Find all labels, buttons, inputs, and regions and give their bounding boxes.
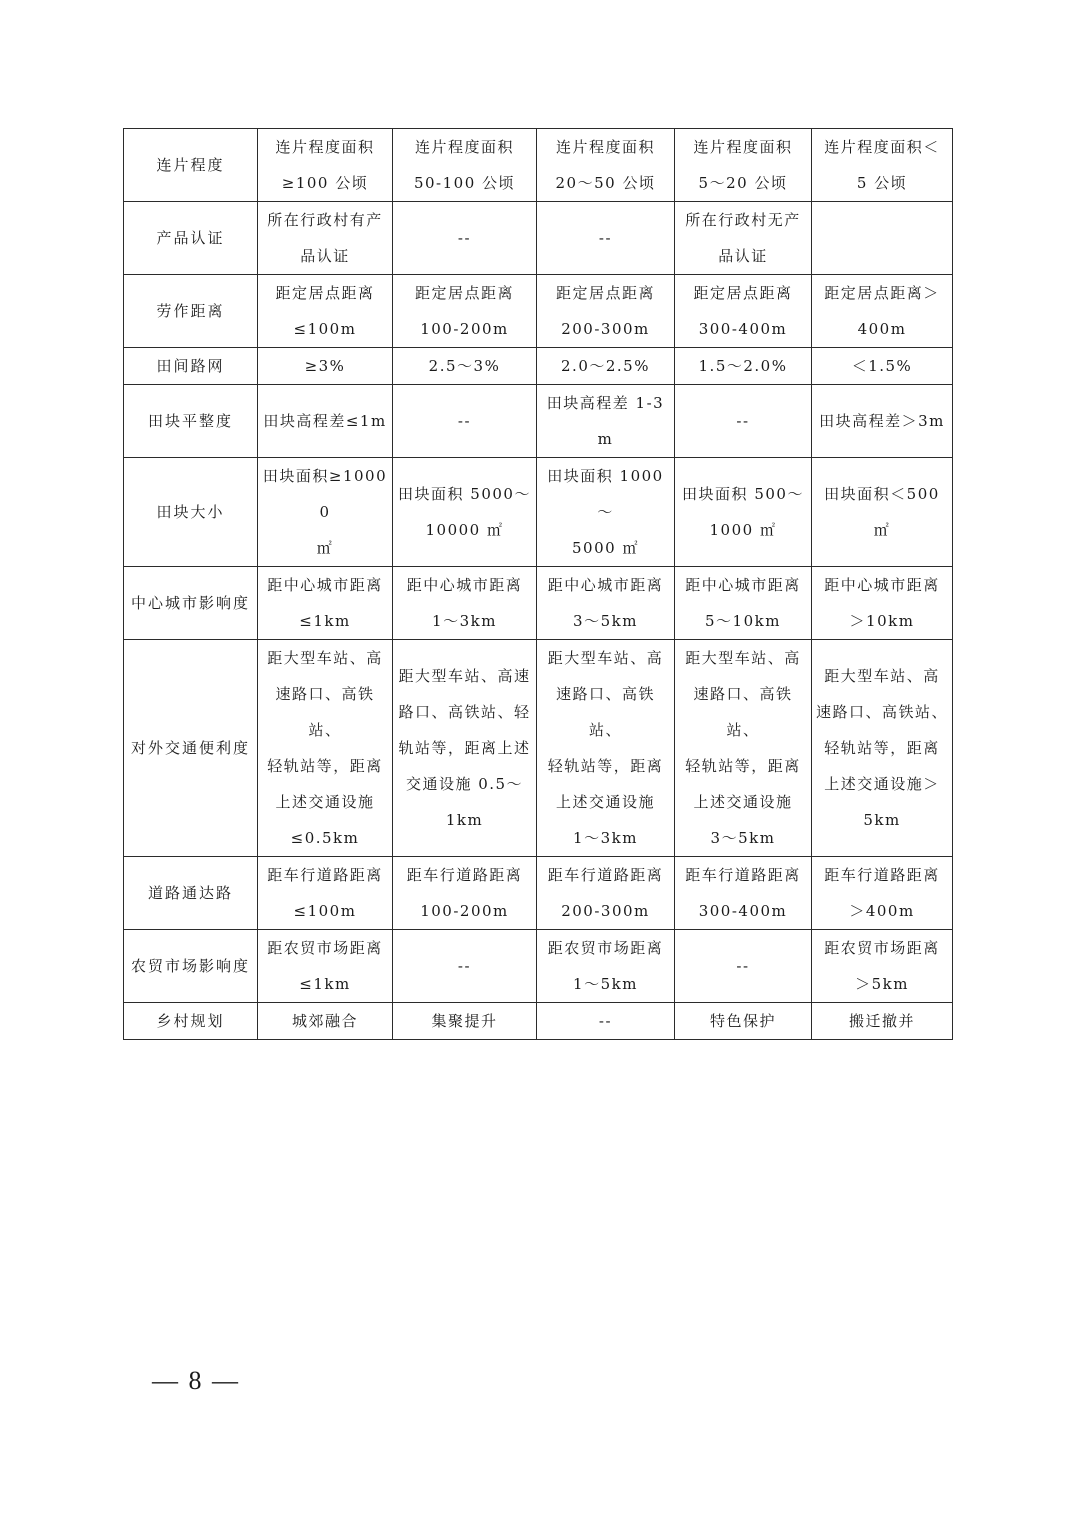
table-cell <box>812 857 953 930</box>
row-header: 田块大小 <box>124 458 258 567</box>
table-cell <box>393 640 537 857</box>
table-cell <box>675 640 812 857</box>
table-cell <box>675 567 812 640</box>
table-cell <box>258 129 393 202</box>
table-cell <box>258 1003 393 1040</box>
cell-text: 距农贸市场距离 <box>547 939 664 957</box>
cell-text: 1km <box>445 811 484 829</box>
cell-text: 连片程度面积＜ <box>824 138 940 156</box>
cell-text: 20～50 公顷 <box>555 174 656 192</box>
cell-text: 距中心城市距离 <box>685 576 801 594</box>
table-cell <box>812 129 953 202</box>
cell-text: ＞5km <box>855 975 909 993</box>
row-header: 道路通达路 <box>124 857 258 930</box>
cell-text: 3～5km <box>710 829 776 847</box>
cell-text: 5～20 公顷 <box>698 174 788 192</box>
table-cell <box>537 458 675 567</box>
cell-text: 连片程度面积 <box>275 138 375 156</box>
table-cell <box>393 275 537 348</box>
table-cell <box>393 567 537 640</box>
cell-text: ≤100m <box>293 320 357 338</box>
table-cell <box>675 348 812 385</box>
table-cell <box>258 857 393 930</box>
cell-text: 轻轨站等，距离 <box>267 757 383 775</box>
cell-text: 5 公顷 <box>856 174 908 192</box>
cell-text: 200-300m <box>561 320 650 338</box>
cell-text: 距大型车站、高 <box>547 649 664 667</box>
cell-text: 2.5～3% <box>428 357 501 375</box>
table-row <box>124 567 953 640</box>
row-header: 田块平整度 <box>124 385 258 458</box>
table-row <box>124 857 953 930</box>
cell-text: 距车行道路距离 <box>267 866 383 884</box>
cell-text: 2.0～2.5% <box>561 357 650 375</box>
cell-text: 连片程度面积 <box>414 138 514 156</box>
table-cell <box>393 385 537 458</box>
cell-text: 100-200m <box>420 320 509 338</box>
table-row <box>124 275 953 348</box>
cell-text: 3～5km <box>573 612 638 630</box>
table-cell <box>537 1003 675 1040</box>
table-cell <box>675 202 812 275</box>
table-cell <box>258 930 393 1003</box>
cell-text: 1～3km <box>573 829 638 847</box>
table-cell <box>537 129 675 202</box>
table-row <box>124 385 953 458</box>
cell-text: 田块面积≥10000 <box>262 467 388 521</box>
row-header: 田间路网 <box>124 348 258 385</box>
cell-text: ＞400m <box>849 902 915 920</box>
cell-text: 5000 ㎡ <box>572 539 639 557</box>
cell-text: 10000 ㎡ <box>425 521 504 539</box>
cell-text: 距车行道路距离 <box>824 866 940 884</box>
table-cell <box>812 202 953 275</box>
cell-text: 50-100 公顷 <box>413 174 516 192</box>
cell-text: 200-300m <box>561 902 650 920</box>
table-cell <box>258 458 393 567</box>
cell-text: ㎡ <box>873 521 891 539</box>
table-cell <box>537 567 675 640</box>
table-row <box>124 458 953 567</box>
cell-text: ≥100 公顷 <box>281 174 369 192</box>
table-cell <box>258 385 393 458</box>
table-row <box>124 930 953 1003</box>
cell-text: 速路口、高铁站、 <box>275 685 375 739</box>
cell-text: 速路口、高铁站、 <box>555 685 655 739</box>
cell-text: 距定居点距离 <box>693 284 793 302</box>
table-cell <box>675 458 812 567</box>
cell-text: 上述交通设施 <box>693 793 793 811</box>
cell-text: 距大型车站、高速 <box>398 667 531 685</box>
cell-text: 集聚提升 <box>431 1012 498 1030</box>
cell-text: 5～10km <box>705 612 781 630</box>
cell-text: 田块面积 500～ <box>682 485 804 503</box>
row-header: 劳作距离 <box>124 275 258 348</box>
cell-text: 田块高程差＞3m <box>819 412 945 430</box>
table-cell <box>393 458 537 567</box>
table-row <box>124 129 953 202</box>
table-cell <box>393 202 537 275</box>
cell-text: 连片程度面积 <box>693 138 793 156</box>
cell-text: 距大型车站、高 <box>267 649 383 667</box>
table-cell <box>537 385 675 458</box>
cell-text: 田块面积 1000～ <box>547 467 664 521</box>
table-cell <box>675 930 812 1003</box>
table-cell <box>537 857 675 930</box>
cell-text: 1000 ㎡ <box>709 521 777 539</box>
cell-text: 速路口、高铁站、 <box>816 703 949 721</box>
cell-text: 所在行政村无产 <box>685 211 801 229</box>
cell-text: 路口、高铁站、轻 <box>398 703 531 721</box>
table-cell <box>675 385 812 458</box>
table-cell <box>812 640 953 857</box>
cell-text: 特色保护 <box>709 1012 776 1030</box>
row-header: 产品认证 <box>124 202 258 275</box>
page-number: — 8 — <box>152 1366 240 1395</box>
cell-text: 上述交通设施 <box>275 793 375 811</box>
cell-text: 轻轨站等，距离 <box>547 757 664 775</box>
cell-text: -- <box>457 229 472 247</box>
table-row <box>124 640 953 857</box>
table-row <box>124 348 953 385</box>
cell-text: 轨站等，距离上述 <box>398 739 531 757</box>
table-cell <box>258 348 393 385</box>
cell-text: ≤0.5km <box>290 829 360 847</box>
cell-text: ＞10km <box>849 612 915 630</box>
table-cell <box>675 857 812 930</box>
table-cell <box>812 348 953 385</box>
cell-text: 距车行道路距离 <box>406 866 523 884</box>
cell-text: ㎡ <box>316 539 334 557</box>
table-cell <box>812 385 953 458</box>
cell-text: -- <box>457 412 472 430</box>
cell-text: 300-400m <box>698 902 788 920</box>
cell-text: 400m <box>857 320 907 338</box>
cell-text: 距定居点距离＞ <box>824 284 940 302</box>
cell-text: -- <box>598 229 613 247</box>
cell-text: 速路口、高铁站、 <box>693 685 793 739</box>
cell-text: 距大型车站、高 <box>824 667 940 685</box>
cell-text: 品认证 <box>718 247 768 265</box>
cell-text: 5km <box>863 811 901 829</box>
table-row <box>124 1003 953 1040</box>
cell-text: 距车行道路距离 <box>685 866 801 884</box>
table-cell <box>393 129 537 202</box>
cell-text: 田块高程差≤1m <box>263 412 387 430</box>
cell-text: 300-400m <box>698 320 788 338</box>
cell-text: 距定居点距离 <box>555 284 655 302</box>
cell-text: 连片程度面积 <box>555 138 655 156</box>
table-cell <box>537 930 675 1003</box>
row-header: 乡村规划 <box>124 1003 258 1040</box>
table-row <box>124 202 953 275</box>
table-cell <box>258 567 393 640</box>
table-cell <box>537 640 675 857</box>
table-cell <box>393 1003 537 1040</box>
cell-text: 距定居点距离 <box>414 284 514 302</box>
cell-text: -- <box>736 412 750 430</box>
table-cell <box>258 640 393 857</box>
cell-text: ≥3% <box>304 357 346 375</box>
cell-text: 田块高程差 1-3m <box>546 394 665 448</box>
cell-text: 轻轨站等，距离 <box>824 739 940 757</box>
cell-text: 上述交通设施＞ <box>824 775 940 793</box>
table-cell <box>537 275 675 348</box>
cell-text: 距定居点距离 <box>275 284 375 302</box>
row-header: 对外交通便利度 <box>124 640 258 857</box>
cell-text: 1～3km <box>432 612 497 630</box>
table-cell <box>393 857 537 930</box>
table-cell <box>812 458 953 567</box>
cell-text: 1.5～2.0% <box>698 357 788 375</box>
cell-text: 距中心城市距离 <box>547 576 664 594</box>
cell-text: 田块面积 5000～ <box>398 485 531 503</box>
cell-text: -- <box>598 1012 613 1030</box>
cell-text: 距中心城市距离 <box>406 576 523 594</box>
cell-text: 田块面积＜500 <box>824 485 940 503</box>
cell-text: 搬迁撤并 <box>848 1012 915 1030</box>
cell-text: ≤1km <box>299 612 351 630</box>
table-cell <box>393 930 537 1003</box>
cell-text: ＜1.5% <box>851 357 913 375</box>
table-cell <box>393 348 537 385</box>
cell-text: 1～5km <box>573 975 638 993</box>
row-header: 连片程度 <box>124 129 258 202</box>
cell-text: 100-200m <box>420 902 509 920</box>
table-cell <box>537 348 675 385</box>
cell-text: 所在行政村有产 <box>267 211 383 229</box>
cell-text: ≤100m <box>293 902 357 920</box>
table-cell <box>812 930 953 1003</box>
table-cell <box>675 129 812 202</box>
cell-text: -- <box>736 957 750 975</box>
table-cell <box>258 202 393 275</box>
cell-text: 上述交通设施 <box>555 793 655 811</box>
cell-text: 城郊融合 <box>291 1012 358 1030</box>
cell-text: 距车行道路距离 <box>547 866 664 884</box>
table-cell <box>537 202 675 275</box>
cell-text: 距中心城市距离 <box>267 576 383 594</box>
cell-text: 距中心城市距离 <box>824 576 940 594</box>
table-cell <box>675 1003 812 1040</box>
criteria-table <box>123 128 953 1040</box>
cell-text: 距农贸市场距离 <box>824 939 940 957</box>
row-header: 农贸市场影响度 <box>124 930 258 1003</box>
table-cell <box>675 275 812 348</box>
table-cell <box>258 275 393 348</box>
cell-text: 交通设施 0.5～ <box>405 775 524 793</box>
table-cell <box>812 275 953 348</box>
cell-text: 品认证 <box>300 247 350 265</box>
cell-text: 距农贸市场距离 <box>267 939 383 957</box>
table-cell <box>812 567 953 640</box>
cell-text: -- <box>457 957 472 975</box>
cell-text: ≤1km <box>299 975 351 993</box>
cell-text: 距大型车站、高 <box>685 649 801 667</box>
table-cell <box>812 1003 953 1040</box>
cell-text: 轻轨站等，距离 <box>685 757 801 775</box>
row-header: 中心城市影响度 <box>124 567 258 640</box>
